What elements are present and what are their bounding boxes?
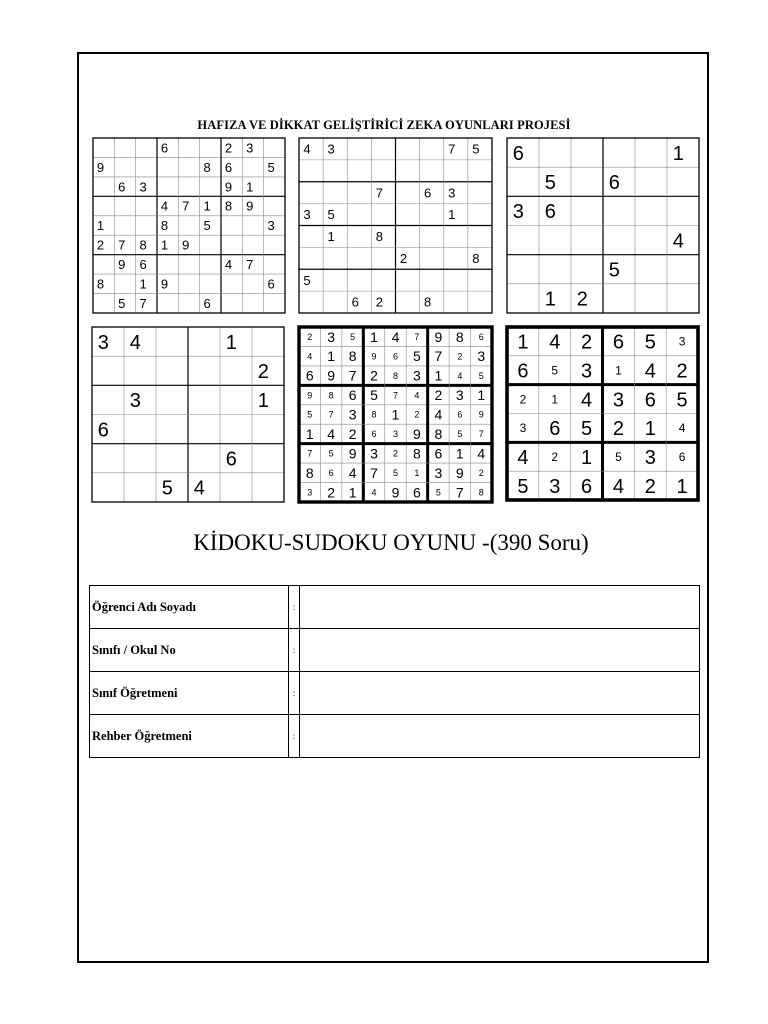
student-name-label: Öğrenci Adı Soyadı bbox=[90, 586, 289, 629]
cell-number: 6 bbox=[348, 387, 357, 404]
class-teacher-label: Sınıf Öğretmeni bbox=[90, 672, 289, 715]
form-row-student-name bbox=[90, 586, 700, 629]
cell-number: 6 bbox=[644, 389, 656, 412]
cell-number: 3 bbox=[327, 141, 335, 157]
cell-number: 5 bbox=[328, 448, 334, 459]
cell-number: 8 bbox=[472, 250, 480, 266]
cell-number: 5 bbox=[267, 159, 275, 175]
cell-number: 9 bbox=[182, 237, 190, 253]
cell-number: 5 bbox=[581, 418, 593, 441]
cell-number: 4 bbox=[348, 464, 357, 481]
cell-number: 5 bbox=[161, 477, 173, 500]
cell-number: 6 bbox=[160, 140, 169, 156]
sudoku-9x9-solution bbox=[299, 327, 492, 502]
cell-number: 1 bbox=[225, 331, 237, 354]
cell-number: 1 bbox=[305, 425, 314, 442]
puzzle-border bbox=[93, 138, 285, 313]
cell-number: 4 bbox=[224, 257, 233, 273]
form-row-guidance-teacher bbox=[90, 715, 700, 758]
cell-number: 4 bbox=[549, 331, 561, 354]
cell-number: 4 bbox=[477, 445, 486, 462]
cell-number: 9 bbox=[348, 445, 357, 462]
cell-number: 3 bbox=[370, 445, 378, 462]
cell-number: 3 bbox=[392, 429, 399, 440]
puzzle-grid bbox=[299, 327, 492, 502]
cell-number: 6 bbox=[413, 484, 421, 501]
cell-number: 1 bbox=[517, 331, 529, 354]
cell-number: 8 bbox=[224, 198, 233, 214]
cell-number: 2 bbox=[457, 351, 463, 362]
cell-number: 3 bbox=[413, 367, 421, 384]
cell-number: 5 bbox=[350, 331, 356, 342]
main-title: KİDOKU-SUDOKU OYUNU -(390 Soru) bbox=[193, 530, 589, 555]
cell-number: 5 bbox=[303, 272, 311, 288]
cell-number: 1 bbox=[96, 218, 105, 234]
cell-number: 9 bbox=[224, 179, 233, 195]
cell-number: 4 bbox=[303, 141, 311, 157]
cell-number: 1 bbox=[581, 446, 593, 469]
cell-number: 1 bbox=[434, 367, 443, 384]
cell-number: 8 bbox=[328, 390, 334, 401]
cell-number: 5 bbox=[551, 363, 559, 378]
cell-number: 9 bbox=[413, 425, 421, 442]
cell-number: 9 bbox=[455, 464, 464, 481]
cell-number: 3 bbox=[678, 334, 686, 349]
cell-number: 2 bbox=[348, 425, 357, 442]
cell-number: 2 bbox=[551, 450, 559, 465]
cell-number: 8 bbox=[139, 237, 147, 253]
cell-number: 3 bbox=[307, 487, 313, 498]
cell-number: 7 bbox=[182, 198, 190, 214]
cell-number: 6 bbox=[457, 409, 463, 420]
cell-number: 3 bbox=[644, 446, 656, 469]
cell-number: 7 bbox=[246, 257, 254, 273]
cell-number: 9 bbox=[434, 328, 443, 345]
cell-number: 1 bbox=[246, 179, 254, 195]
cell-number: 9 bbox=[160, 276, 169, 292]
cell-number: 3 bbox=[455, 387, 464, 404]
class-teacher-field[interactable] bbox=[300, 672, 700, 715]
cell-number: 1 bbox=[414, 468, 420, 479]
cell-number: 4 bbox=[457, 370, 463, 381]
cell-number: 2 bbox=[414, 409, 420, 420]
student-name-field[interactable] bbox=[300, 586, 700, 629]
cell-number: 7 bbox=[434, 348, 443, 365]
cell-number: 5 bbox=[307, 409, 313, 420]
cell-number: 3 bbox=[246, 140, 254, 156]
cell-number: 4 bbox=[371, 487, 377, 498]
cell-number: 4 bbox=[612, 475, 624, 498]
cell-number: 2 bbox=[392, 448, 399, 459]
cell-number: 3 bbox=[512, 201, 524, 224]
cell-number: 4 bbox=[160, 198, 169, 214]
cell-number: 6 bbox=[392, 351, 399, 362]
cell-number: 2 bbox=[581, 331, 593, 354]
cell-number: 3 bbox=[448, 185, 456, 201]
cell-number: 2 bbox=[370, 367, 378, 384]
cell-number: 6 bbox=[351, 294, 359, 310]
cell-number: 2 bbox=[519, 392, 527, 407]
cell-number: 5 bbox=[413, 348, 421, 365]
sudoku-8x8-puzzle bbox=[299, 138, 492, 313]
cell-number: 2 bbox=[327, 484, 336, 501]
cell-number: 2 bbox=[434, 387, 443, 404]
cell-number: 2 bbox=[307, 331, 313, 342]
cell-number: 3 bbox=[612, 389, 624, 412]
cell-number: 6 bbox=[512, 142, 524, 165]
cell-number: 3 bbox=[348, 406, 357, 423]
kidoku-6x6-puzzle-b bbox=[92, 327, 284, 502]
cell-number: 3 bbox=[581, 360, 593, 383]
cell-number: 1 bbox=[327, 348, 336, 365]
cell-number: 1 bbox=[644, 418, 656, 441]
cell-number: 6 bbox=[371, 429, 377, 440]
cell-number: 3 bbox=[97, 331, 109, 354]
colon-separator: : bbox=[289, 629, 300, 672]
cell-number: 6 bbox=[224, 159, 233, 175]
cell-number: 6 bbox=[139, 257, 147, 273]
cell-number: 9 bbox=[118, 257, 126, 273]
cell-number: 5 bbox=[544, 171, 556, 194]
cell-number: 2 bbox=[644, 475, 656, 498]
cell-number: 3 bbox=[303, 207, 311, 223]
cell-number: 5 bbox=[435, 487, 441, 498]
cell-number: 6 bbox=[581, 475, 593, 498]
cell-number: 3 bbox=[327, 328, 336, 345]
guidance-teacher-label: Rehber Öğretmeni bbox=[90, 715, 289, 758]
cell-number: 1 bbox=[615, 363, 622, 378]
cell-number: 7 bbox=[478, 429, 484, 440]
cell-number: 2 bbox=[399, 250, 408, 266]
guidance-teacher-field[interactable] bbox=[300, 715, 700, 758]
cell-number: 7 bbox=[307, 448, 313, 459]
cell-number: 8 bbox=[392, 370, 399, 381]
cell-number: 9 bbox=[478, 409, 484, 420]
cell-number: 7 bbox=[375, 185, 383, 201]
cell-number: 1 bbox=[455, 445, 464, 462]
cell-number: 5 bbox=[615, 450, 622, 465]
cell-number: 1 bbox=[139, 276, 147, 292]
cell-number: 8 bbox=[203, 159, 211, 175]
cell-number: 4 bbox=[672, 230, 684, 253]
cell-number: 2 bbox=[224, 140, 233, 156]
cell-number: 1 bbox=[370, 328, 378, 345]
cell-number: 6 bbox=[267, 276, 275, 292]
cell-number: 9 bbox=[246, 198, 254, 214]
cell-number: 1 bbox=[544, 288, 556, 311]
cell-number: 5 bbox=[118, 295, 126, 311]
cell-number: 2 bbox=[375, 294, 383, 310]
cell-number: 2 bbox=[96, 237, 105, 253]
cell-number: 3 bbox=[434, 464, 443, 481]
puzzle-grid bbox=[299, 138, 492, 313]
kidoku-6x6-solution bbox=[507, 327, 698, 500]
puzzle-grid bbox=[92, 327, 284, 502]
cell-number: 6 bbox=[544, 201, 556, 224]
cell-number: 7 bbox=[370, 464, 378, 481]
cell-number: 4 bbox=[414, 390, 420, 401]
cell-number: 6 bbox=[612, 331, 624, 354]
cell-number: 1 bbox=[327, 229, 335, 245]
cell-number: 5 bbox=[676, 389, 688, 412]
cell-number: 6 bbox=[225, 448, 237, 471]
cell-number: 3 bbox=[139, 179, 147, 195]
cell-number: 5 bbox=[472, 141, 480, 157]
cell-number: 4 bbox=[581, 389, 593, 412]
cell-number: 5 bbox=[478, 370, 484, 381]
cell-number: 2 bbox=[257, 360, 269, 383]
colon-separator: : bbox=[289, 672, 300, 715]
cell-number: 4 bbox=[391, 328, 400, 345]
cell-number: 4 bbox=[434, 406, 443, 423]
cell-number: 1 bbox=[448, 207, 456, 223]
cell-number: 3 bbox=[129, 390, 141, 413]
cell-number: 5 bbox=[203, 218, 211, 234]
cell-number: 1 bbox=[348, 484, 357, 501]
cell-number: 8 bbox=[413, 445, 421, 462]
cell-number: 3 bbox=[549, 475, 561, 498]
cell-number: 2 bbox=[478, 468, 484, 479]
cell-number: 3 bbox=[267, 218, 275, 234]
cell-number: 4 bbox=[327, 425, 336, 442]
cell-number: 9 bbox=[96, 159, 105, 175]
cell-number: 6 bbox=[678, 450, 686, 465]
cell-number: 7 bbox=[118, 237, 126, 253]
cell-number: 7 bbox=[328, 409, 334, 420]
cell-number: 9 bbox=[371, 351, 377, 362]
cell-number: 5 bbox=[517, 475, 529, 498]
form-row-class-number bbox=[90, 629, 700, 672]
form-row-class-teacher bbox=[90, 672, 700, 715]
cell-number: 5 bbox=[644, 331, 656, 354]
cell-number: 7 bbox=[414, 331, 420, 342]
cell-number: 6 bbox=[478, 331, 484, 342]
cell-number: 8 bbox=[371, 409, 377, 420]
cell-number: 7 bbox=[448, 141, 456, 157]
cell-number: 6 bbox=[434, 445, 443, 462]
cell-number: 1 bbox=[672, 142, 684, 165]
cell-number: 1 bbox=[551, 392, 559, 407]
cell-number: 5 bbox=[392, 468, 399, 479]
cell-number: 8 bbox=[305, 464, 314, 481]
cell-number: 6 bbox=[97, 419, 109, 442]
cell-number: 7 bbox=[392, 390, 399, 401]
cell-number: 1 bbox=[676, 475, 688, 498]
cell-number: 9 bbox=[327, 367, 336, 384]
cell-number: 6 bbox=[328, 468, 334, 479]
puzzle-grid bbox=[93, 138, 285, 313]
puzzle-grid bbox=[507, 138, 699, 313]
cell-number: 8 bbox=[348, 348, 357, 365]
cell-number: 6 bbox=[517, 360, 529, 383]
cell-number: 6 bbox=[305, 367, 314, 384]
cell-number: 7 bbox=[348, 367, 357, 384]
cell-number: 4 bbox=[517, 446, 529, 469]
cell-number: 2 bbox=[676, 360, 688, 383]
cell-number: 1 bbox=[160, 237, 169, 253]
colon-separator: : bbox=[289, 586, 300, 629]
cell-number: 1 bbox=[203, 198, 211, 214]
kidoku-6x6-puzzle-a bbox=[507, 138, 699, 313]
class-number-label: Sınıfı / Okul No bbox=[90, 629, 289, 672]
cell-number: 7 bbox=[455, 484, 464, 501]
cell-number: 4 bbox=[644, 360, 656, 383]
cell-number: 8 bbox=[434, 425, 443, 442]
cell-number: 6 bbox=[118, 179, 126, 195]
sudoku-9x9-puzzle bbox=[93, 138, 285, 313]
cell-number: 4 bbox=[193, 477, 205, 500]
puzzle-grid bbox=[507, 327, 698, 500]
cell-number: 8 bbox=[160, 218, 169, 234]
cell-number: 5 bbox=[457, 429, 463, 440]
cell-number: 2 bbox=[612, 418, 624, 441]
cell-number: 3 bbox=[477, 348, 486, 365]
cell-number: 8 bbox=[96, 276, 105, 292]
cell-number: 1 bbox=[477, 387, 486, 404]
cell-number: 4 bbox=[307, 351, 313, 362]
cell-number: 8 bbox=[375, 229, 383, 245]
cell-number: 5 bbox=[370, 387, 378, 404]
cell-number: 6 bbox=[423, 185, 432, 201]
cell-number: 5 bbox=[327, 207, 335, 223]
cell-number: 8 bbox=[423, 294, 432, 310]
cell-number: 1 bbox=[257, 390, 269, 413]
cell-number: 9 bbox=[391, 484, 400, 501]
project-title: HAFIZA VE DİKKAT GELİŞTİRİCİ ZEKA OYUNLARI PROJESİ bbox=[197, 118, 571, 132]
cell-number: 1 bbox=[391, 406, 400, 423]
cell-number: 6 bbox=[549, 418, 561, 441]
cell-number: 4 bbox=[678, 421, 686, 436]
cell-number: 7 bbox=[139, 295, 147, 311]
cell-number: 9 bbox=[307, 390, 313, 401]
cell-number: 8 bbox=[478, 487, 484, 498]
cell-number: 3 bbox=[519, 421, 527, 436]
student-info-form bbox=[89, 585, 700, 758]
colon-separator: : bbox=[289, 715, 300, 758]
cell-number: 6 bbox=[608, 171, 620, 194]
cell-number: 2 bbox=[576, 288, 588, 311]
cell-number: 5 bbox=[608, 259, 620, 282]
cell-number: 8 bbox=[455, 328, 464, 345]
cell-number: 4 bbox=[129, 331, 141, 354]
cell-number: 6 bbox=[203, 295, 211, 311]
class-number-field[interactable] bbox=[300, 629, 700, 672]
